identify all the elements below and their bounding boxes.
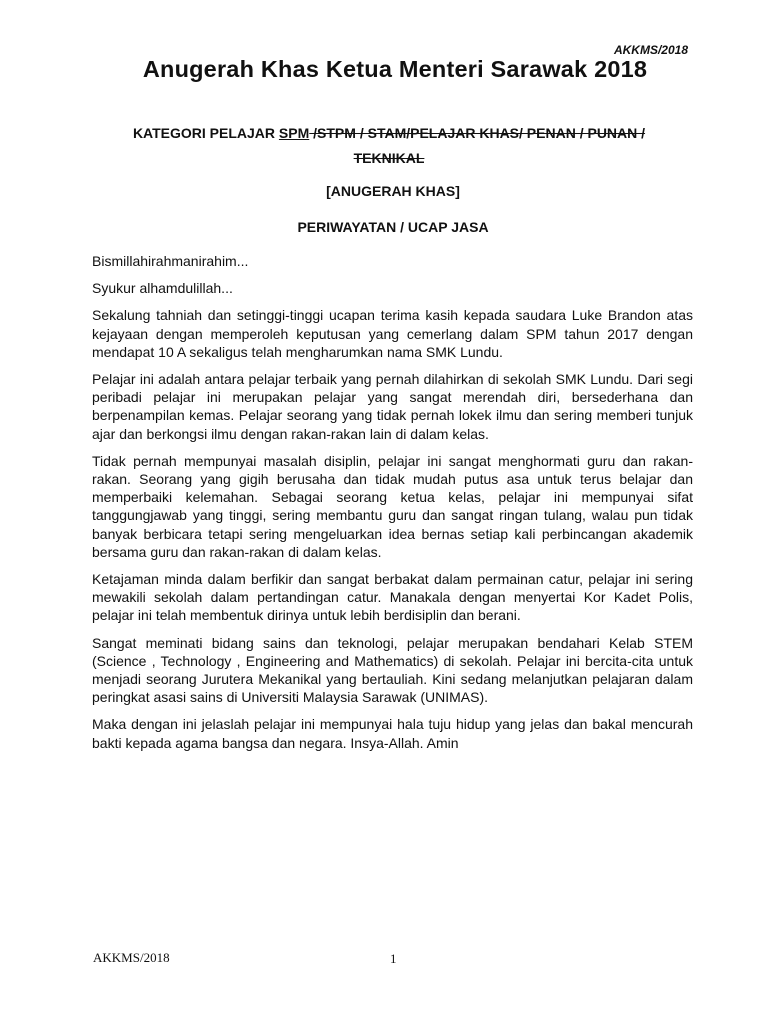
- paragraph: Maka dengan ini jelaslah pelajar ini mempunyai hala tuju hidup yang jelas dan bakal mencurah bakti kepada agama bangsa dan negara. Insya-Allah. Amin: [92, 716, 693, 751]
- award-type: [ANUGERAH KHAS]: [326, 183, 460, 199]
- paragraph: Ketajaman minda dalam berfikir dan sangat berbakat dalam permainan catur, pelajar ini sering mewakili sekolah dalam pertandingan catur. Manakala dengan menyertai Kor Kadet Polis, pelajar ini telah membentuk dirinya untuk lebih berdisiplin dan berani.: [92, 571, 693, 624]
- header-document-code: AKKMS/2018: [613, 43, 688, 57]
- category-prefix: KATEGORI PELAJAR: [132, 125, 279, 141]
- footer-document-code: AKKMS/2018: [93, 950, 170, 965]
- category-struck-options-line2: TEKNIKAL: [353, 150, 425, 166]
- category-line: [92, 121, 686, 171]
- paragraph: Tidak pernah mempunyai masalah disiplin, pelajar ini sangat menghormati guru dan rakan-rakan. Seorang yang gigih berusaha dan tidak mudah putus asa untuk terus belajar dan memperbaiki kelemahan. Sebagai seorang ketua kelas, pelajar ini mempunyai sifat tanggungjawab yang tinggi, sering membantu guru dan sangat ringan tulang, walau pun tidak banyak berbicara tetapi sering mengeluarkan idea bernas setiap kali perbincangan akademik bersama guru dan rakan-rakan di dalam kelas.: [92, 452, 693, 560]
- page-title: Anugerah Khas Ketua Menteri Sarawak 2018: [142, 56, 648, 82]
- paragraph: Sangat meminati bidang sains dan teknologi, pelajar merupakan bendahari Kelab STEM (Science , Technology , Engineering and Mathematics) di sekolah. Pelajar ini bercita-cita untuk menjadi seorang Jurutera Mekanikal yang bertauliah. Kini sedang melanjutkan pelajaran dalam peringkat asasi sains di Universiti Malaysia Sarawak (UNIMAS).: [92, 634, 693, 706]
- category-selected: SPM: [278, 125, 310, 141]
- paragraph: Sekalung tahniah dan setinggi-tinggi ucapan terima kasih kepada saudara Luke Brandon atas kejayaan dengan memperoleh keputusan yang cemerlang dalam SPM tahun 2017 dengan mendapat 10 A sekaligus telah mengharumkan nama SMK Lundu.: [92, 307, 693, 360]
- category-struck-options: /STPM / STAM/PELAJAR KHAS/ PENAN / PUNAN /: [309, 125, 646, 141]
- document-body: [92, 252, 693, 761]
- page-number: 1: [390, 951, 397, 966]
- paragraph: Pelajar ini adalah antara pelajar terbaik yang pernah dilahirkan di sekolah SMK Lundu. Dari segi peribadi pelajar ini merupakan pelajar yang sangat merendah diri, bersederhana dan berpenampilan kemas. Pelajar seorang yang tidak pernah lokek ilmu dan sering memberi tunjuk ajar dan berkongsi ilmu dengan rakan-rakan lain di dalam kelas.: [92, 371, 693, 442]
- paragraph: Bismillahirahmanirahim...: [92, 253, 249, 269]
- paragraph: Syukur alhamdulillah...: [92, 280, 233, 297]
- section-heading: PERIWAYATAN / UCAP JASA: [297, 219, 489, 235]
